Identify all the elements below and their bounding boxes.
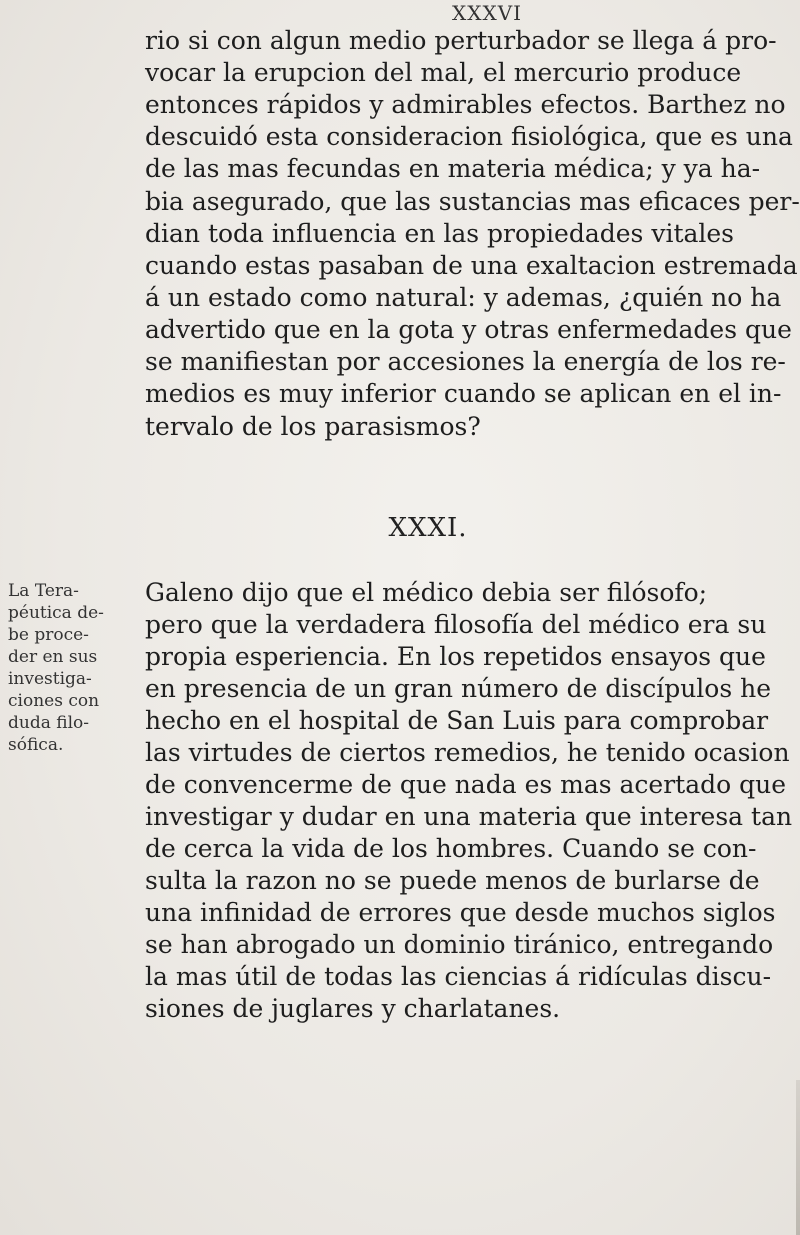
margin-note-line: péutica de- (8, 603, 104, 623)
text-line: advertido que en la gota y otras enfermedades que (145, 315, 792, 344)
text-line: dian toda influencia en las propiedades vitales (145, 219, 735, 248)
margin-note-line: ciones con (8, 691, 100, 711)
text-line: bia asegurado, que las sustancias mas eficaces per- (145, 187, 800, 216)
text-line: siones de juglares y charlatanes. (145, 994, 561, 1023)
text-line: descuidó esta consideracion fisiológica, que es una (145, 122, 793, 151)
margin-note-line: investiga- (8, 669, 92, 689)
text-line: pero que la verdadera filosofía del médico era su (145, 610, 767, 639)
text-line: se han abrogado un dominio tiránico, entregando (145, 930, 774, 959)
text-line: se manifiestan por accesiones la energía de los re- (145, 347, 786, 376)
margin-note-line: La Tera- (8, 581, 79, 601)
text-line: rio si con algun medio perturbador se llega á pro- (145, 26, 777, 55)
text-line: entonces rápidos y admirables efectos. Barthez no (145, 90, 786, 119)
margin-note-line: be proce- (8, 625, 89, 645)
margin-note-line: duda filo- (8, 713, 90, 733)
text-line: investigar y dudar en una materia que interesa tan (145, 802, 793, 831)
margin-note-line: sófica. (8, 735, 64, 755)
text-line: de cerca la vida de los hombres. Cuando se con- (145, 834, 757, 863)
text-line: una infinidad de errores que desde muchos siglos (145, 898, 776, 927)
text-line: á un estado como natural: y ademas, ¿quién no ha (145, 283, 782, 312)
text-line: la mas útil de todas las ciencias á ridículas discu- (145, 962, 772, 991)
margin-note-line: der en sus (8, 647, 98, 667)
text-line: en presencia de un gran número de discípulos he (145, 674, 772, 703)
text-line: las virtudes de ciertos remedios, he tenido ocasion (145, 738, 790, 767)
text-line: medios es muy inferior cuando se aplican en el in- (145, 379, 782, 408)
text-line: sulta la razon no se puede menos de burlarse de (145, 866, 760, 895)
text-line: hecho en el hospital de San Luis para comprobar (145, 706, 769, 735)
section-number: XXXI. (388, 513, 468, 543)
page-edge-shadow (796, 1080, 800, 1235)
text-line: de convencerme de que nada es mas acertado que (145, 770, 787, 799)
text-line: vocar la erupcion del mal, el mercurio produce (145, 58, 742, 87)
text-line: propia esperiencia. En los repetidos ensayos que (145, 642, 766, 671)
text-line: tervalo de los parasismos? (145, 412, 481, 441)
text-line: Galeno dijo que el médico debia ser filósofo; (145, 578, 708, 607)
text-line: cuando estas pasaban de una exaltacion estremada (145, 251, 798, 280)
text-line: de las mas fecundas en materia médica; y ya ha- (145, 154, 761, 183)
page-number: XXXVI (452, 1, 523, 25)
